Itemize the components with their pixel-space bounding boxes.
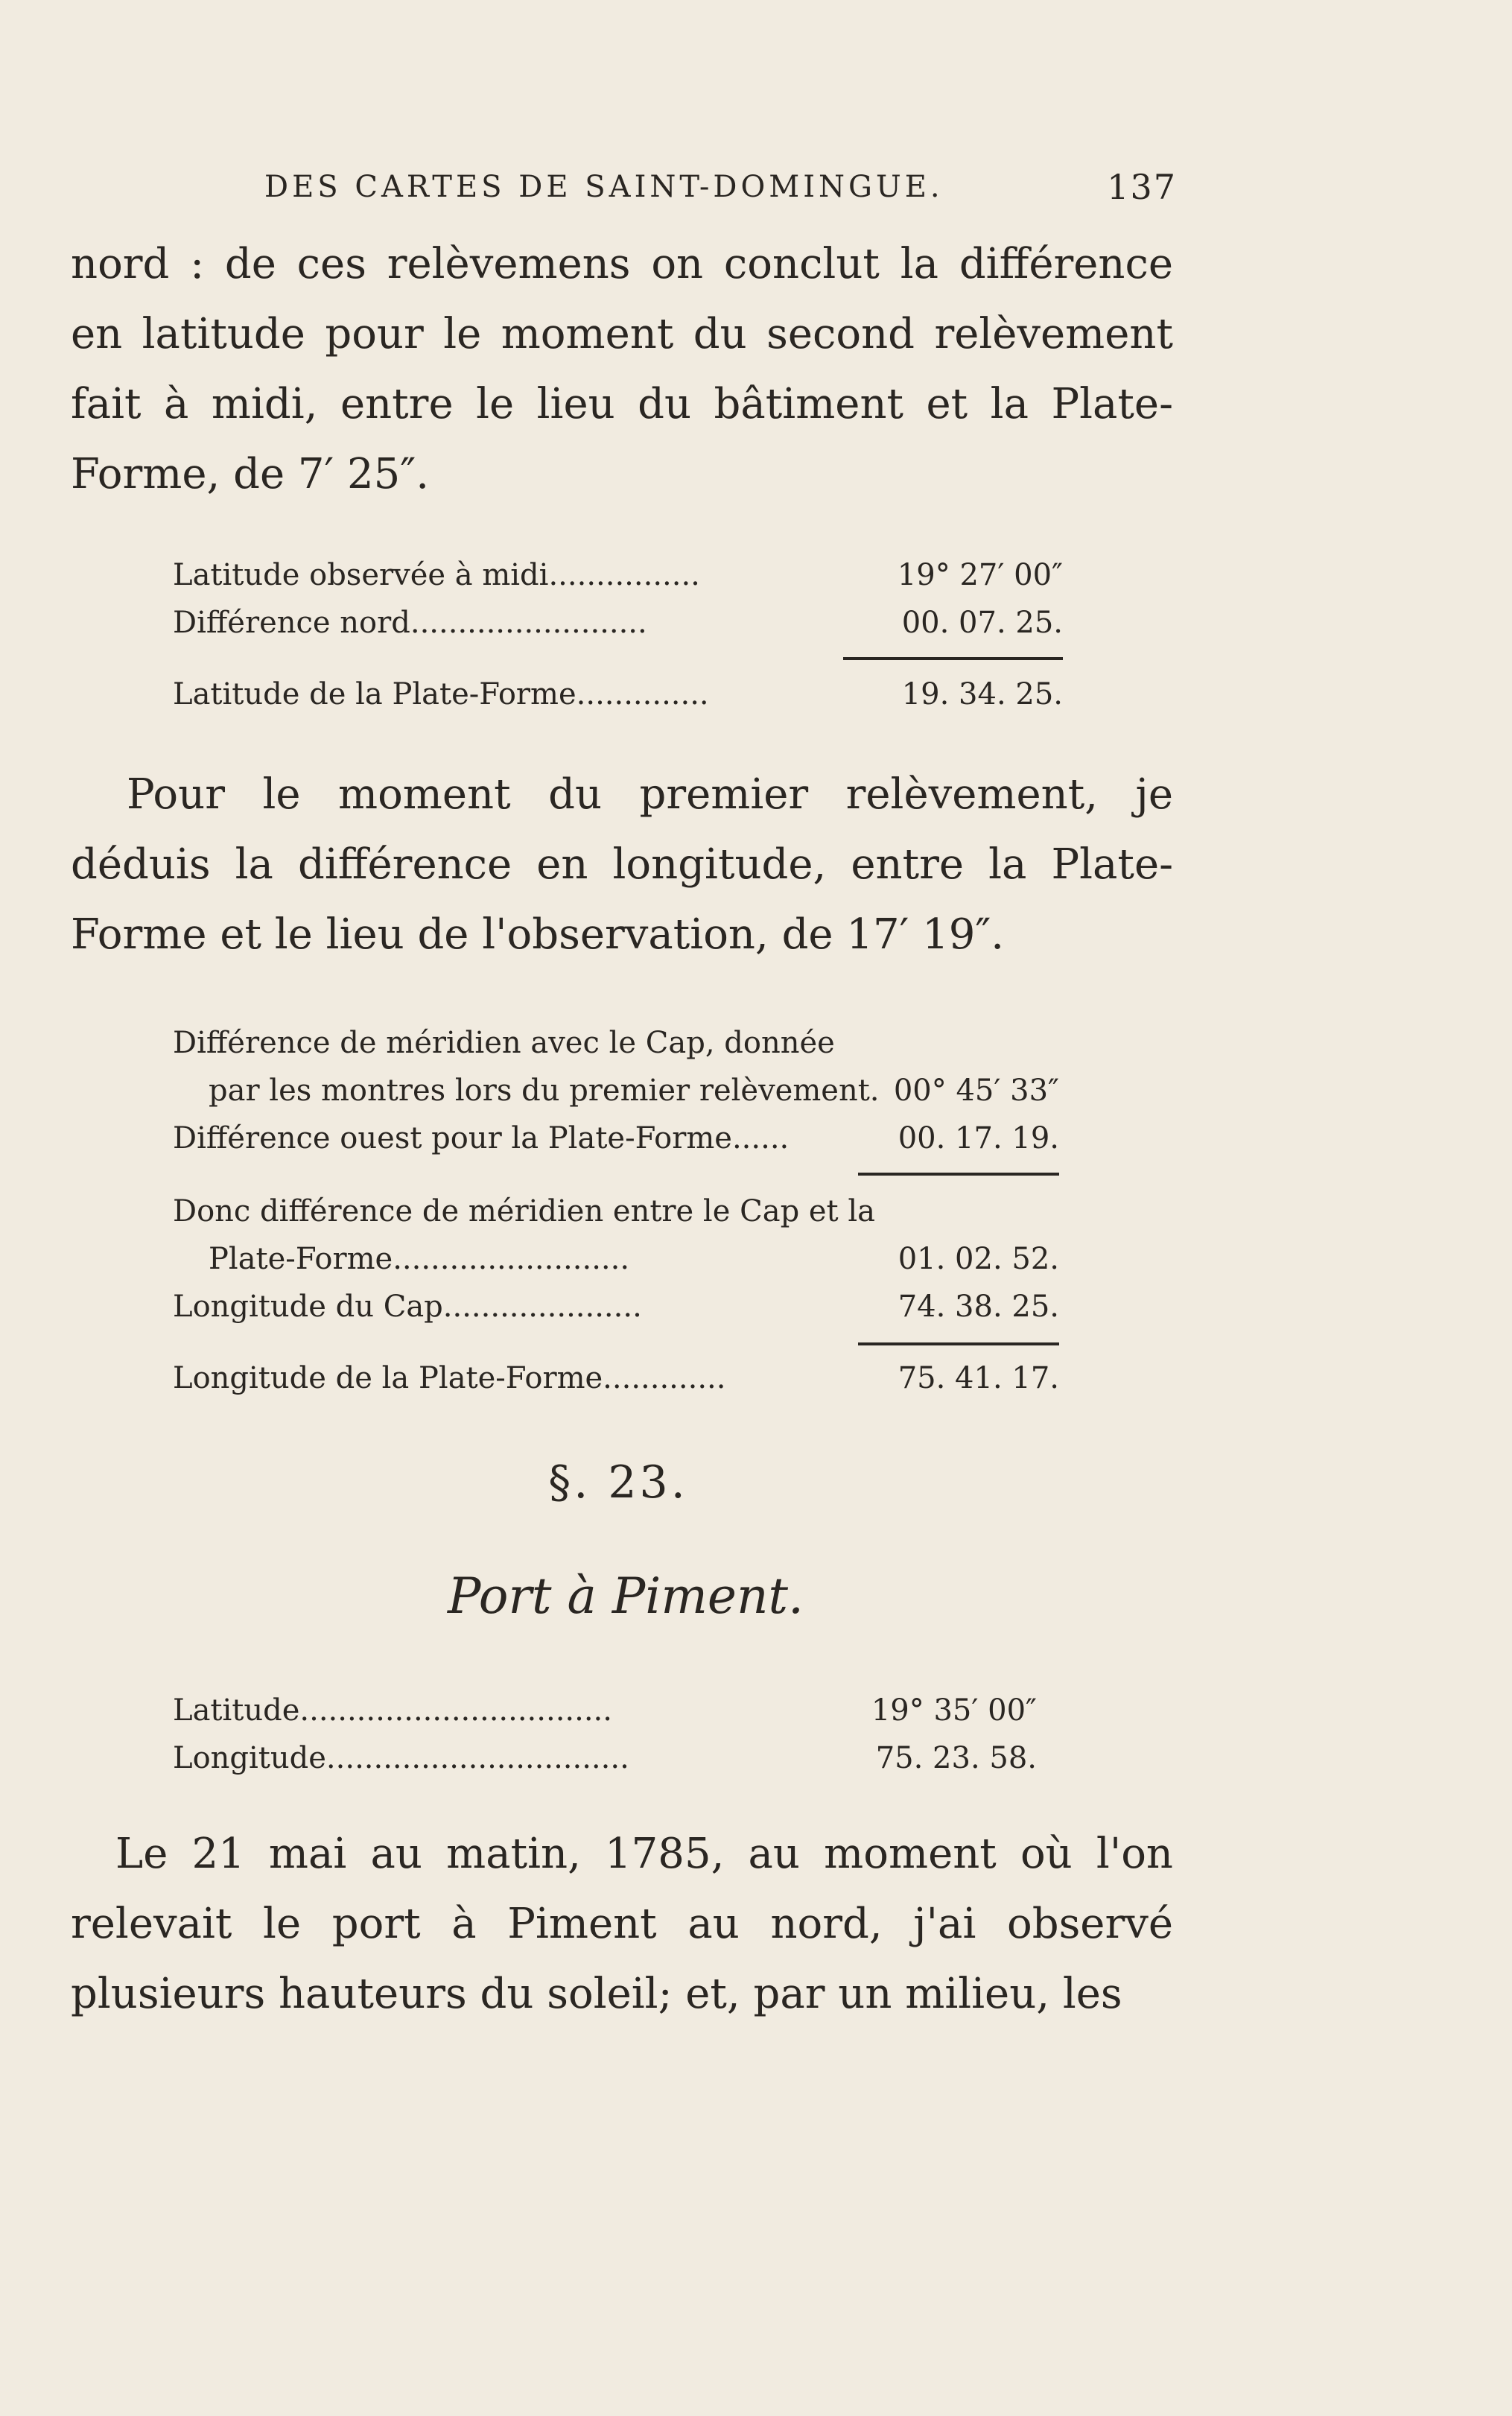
table-row bbox=[173, 551, 1063, 599]
table-row bbox=[173, 1115, 1059, 1162]
sum-rule bbox=[858, 1173, 1059, 1176]
page-number: 137 bbox=[1107, 167, 1177, 207]
row-value: 75. 41. 17. bbox=[898, 1361, 1059, 1395]
table-row bbox=[173, 1067, 1059, 1115]
latitude-table bbox=[173, 551, 1063, 718]
row-label: Latitude observée à midi................ bbox=[173, 558, 700, 592]
sum-rule bbox=[843, 657, 1063, 660]
table-total-row bbox=[173, 1354, 1059, 1402]
row-value: 74. 38. 25. bbox=[898, 1290, 1059, 1324]
row-label: Longitude du Cap..................... bbox=[173, 1290, 642, 1324]
table-total-row bbox=[173, 670, 1063, 718]
row-label: Différence nord......................... bbox=[173, 606, 647, 640]
position-table bbox=[173, 1687, 1037, 1782]
row-label: Différence ouest pour la Plate-Forme...... bbox=[173, 1121, 790, 1155]
section-number: §. 23. bbox=[548, 1456, 688, 1509]
row-label: Donc différence de méridien entre le Cap et la bbox=[173, 1194, 875, 1228]
row-label: Longitude de la Plate-Forme............. bbox=[173, 1361, 726, 1395]
table-row bbox=[173, 1188, 1059, 1235]
row-label-continued: par les montres lors du premier relèvement. bbox=[209, 1074, 880, 1108]
running-head bbox=[264, 167, 1177, 222]
sum-rule bbox=[858, 1342, 1059, 1345]
paragraph-3: Le 21 mai au matin, 1785, au moment où l'on relevait le port à Piment au nord, j'ai observé plusieurs hauteurs du soleil; et, par un milieu, les bbox=[71, 1830, 1173, 2018]
table-row bbox=[173, 1734, 1037, 1782]
row-value: 19° 27′ 00″ bbox=[897, 558, 1063, 592]
row-value: 00. 07. 25. bbox=[901, 606, 1063, 640]
row-label: Différence de méridien avec le Cap, donnée bbox=[173, 1026, 835, 1060]
row-label: Latitude................................. bbox=[173, 1693, 612, 1728]
row-value: 19. 34. 25. bbox=[901, 677, 1063, 711]
row-value: 01. 02. 52. bbox=[898, 1242, 1059, 1276]
row-label: Latitude de la Plate-Forme.............. bbox=[173, 677, 709, 711]
table-row bbox=[173, 1019, 1059, 1067]
paragraph-1: nord : de ces relèvemens on conclut la différence en latitude pour le moment du second relèvement fait à midi, entre le lieu du bâtiment et la Plate-Forme, de 7′ 25″. bbox=[71, 240, 1173, 498]
running-title: DES CARTES DE SAINT-DOMINGUE. bbox=[264, 170, 944, 204]
row-value: 00. 17. 19. bbox=[898, 1121, 1059, 1155]
longitude-table bbox=[173, 1019, 1059, 1402]
section-title: Port à Piment. bbox=[447, 1567, 804, 1625]
table-row bbox=[173, 1235, 1059, 1283]
paragraph-2: Pour le moment du premier relèvement, je déduis la différence en longitude, entre la Plate-Forme et le lieu de l'observation, de 17′ 19″. bbox=[71, 770, 1173, 959]
table-row bbox=[173, 1283, 1059, 1331]
row-value: 75. 23. 58. bbox=[875, 1741, 1037, 1775]
row-value: 19° 35′ 00″ bbox=[871, 1693, 1037, 1728]
row-value: 00° 45′ 33″ bbox=[893, 1074, 1059, 1108]
row-label-continued: Plate-Forme......................... bbox=[209, 1242, 630, 1276]
table-row bbox=[173, 1687, 1037, 1734]
table-row bbox=[173, 599, 1063, 647]
row-label: Longitude................................ bbox=[173, 1741, 629, 1775]
